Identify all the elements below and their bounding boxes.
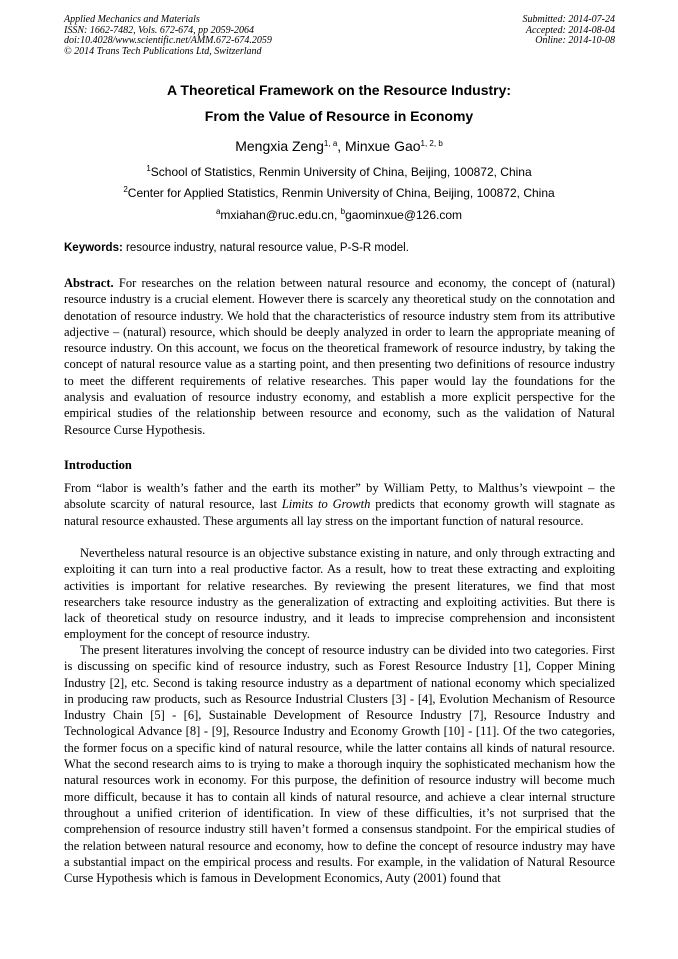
affiliation-text: School of Statistics, Renmin University of China, Beijing, 100872, China [150,165,532,179]
book-title: Limits to Growth [281,497,371,512]
intro-paragraph-1 [64,480,615,529]
intro-paragraph-3: The present literatures involving the concept of resource industry can be divided into two categories. First is discussing on specific kind of resource industry, such as Forest Resource Industry [1], Copper Mining Industry [2], etc. Second is taking resource industry as a department of national economy which specialized in producing raw products, such as Resource Industrial Clusters [3] - [4], Evolution Mechanism of Resource Industry Chain [5] - [6], Sustainable Development of Resource Industry [7], Resource Industry and Technological Advance [8] - [9], Resource Industry and Economy Growth [10] - [11]. Of the two categories, the former focus on a specific kind of natural resource, while the latter contains all kinds of natural resource. What the second research aims to is trying to make a thorough inquiry the sophisticated mechanism how the natural resources work in economy. For this purpose, the definition of resource industry will become much more difficult, because it has to contain all kinds of natural resource, and achieve a clear internal structure throughout a unified criterion of identification. In view of these difficulties, it’s not surprised that the comprehension of resource industry still haven’t formed a consensus standpoint. For the empirical studies of the relation between natural resource and economy, how to define the concept of resource industry may have a substantial impact on the empirical process and results. For example, in the validation of Natural Resource Curse Hypothesis which is famous in Development Economics, Auty (2001) found that [64,643,615,886]
keywords-label: Keywords: [64,242,123,254]
keywords-text: resource industry, natural resource value, P-S-R model. [122,242,409,254]
copyright-line: © 2014 Trans Tech Publications Ltd, Switzerland [64,45,262,57]
affiliation-marker: 1 [146,164,151,173]
abstract-label: Abstract. [64,276,114,290]
author-emails [0,208,678,222]
journal-header-right [523,15,616,47]
intro-paragraph-2: Nevertheless natural resource is an objective substance existing in nature, and only through extracting and exploiting it can turn into a real productive factor. As a result, how to treat these extracting and exploiting activities is important for relative researches. By reviewing the present literatures, we find that most researchers take resource industry as the generalization of extracting and exploiting activities. But there is lack of theoretical study on resource industry, and it leads to imprecise comprehension and inconsistent employment for the concept of resource industry. [64,546,615,642]
author-name: Mengxia Zeng [235,138,324,154]
affiliation-marker: 2 [123,185,128,194]
issn-line: ISSN: 1662-7482, Vols. 672-674, pp 2059-2064 [64,24,254,36]
author-superscript: 1, 2, b [420,139,443,148]
email-text: mxiahan@ruc.edu.cn, [220,208,341,222]
journal-header-left [64,15,272,57]
section-heading-introduction: Introduction [64,458,132,472]
email-text: gaominxue@126.com [345,208,463,222]
paper-title-line1: A Theoretical Framework on the Resource Industry: [166,82,512,98]
author-separator: , [337,138,346,154]
abstract-text: For researches on the relation between natural resource and economy, the concept of (natural) resource industry is a crucial element. However there is scarcely any theoretical study on the connotation and denotation of resource industry. We hold that the characteristics of resource industry stem from its attributive adjective – (natural) resource, which should be deeply analyzed in order to learn the appropriate meaning of resource industry. On this account, we focus on the theoretical framework of resource industry, by taking the concept of natural resource value as a starting point, and then presenting two definitions of resource industry to meet the different requirements of relative researches. This paper would lay the foundations for the analysis and evaluation of resource industry economy, and establish a more explicit perspective for the empirical studies of the relationship between resource and economy, such as the validation of Natural Resource Curse Hypothesis. [64,276,615,437]
email-marker: a [215,207,221,216]
paragraph-text: From “labor is wealth’s father and the earth its mother” by William Petty, to Malthus’s viewpoint – the absolute scarcity of natural resource, last [64,481,615,512]
affiliation-text: Center for Applied Statistics, Renmin University of China, Beijing, 100872, China [127,186,555,200]
affiliation-1 [0,165,678,179]
abstract-paragraph [64,275,615,438]
author-name: Minxue Gao [345,138,421,154]
online-date: Online: 2014-10-08 [535,35,615,46]
submitted-date: Submitted: 2014-07-24 [522,14,615,25]
doi-line: doi:10.4028/www.scientific.net/AMM.672-674.2059 [64,35,272,46]
author-list [0,138,678,154]
affiliation-2 [0,186,678,200]
email-marker: b [340,207,346,216]
keywords-line [64,242,616,254]
paragraph-text: predicts that economy growth will stagnate as natural resource exhausted. These arguments all lay stress on the important function of natural resource. [64,497,615,528]
accepted-date: Accepted: 2014-08-04 [525,24,615,36]
paper-title-line2: From the Value of Resource in Economy [204,108,474,124]
author-superscript: 1, a [323,139,338,148]
journal-name: Applied Mechanics and Materials [64,14,200,25]
